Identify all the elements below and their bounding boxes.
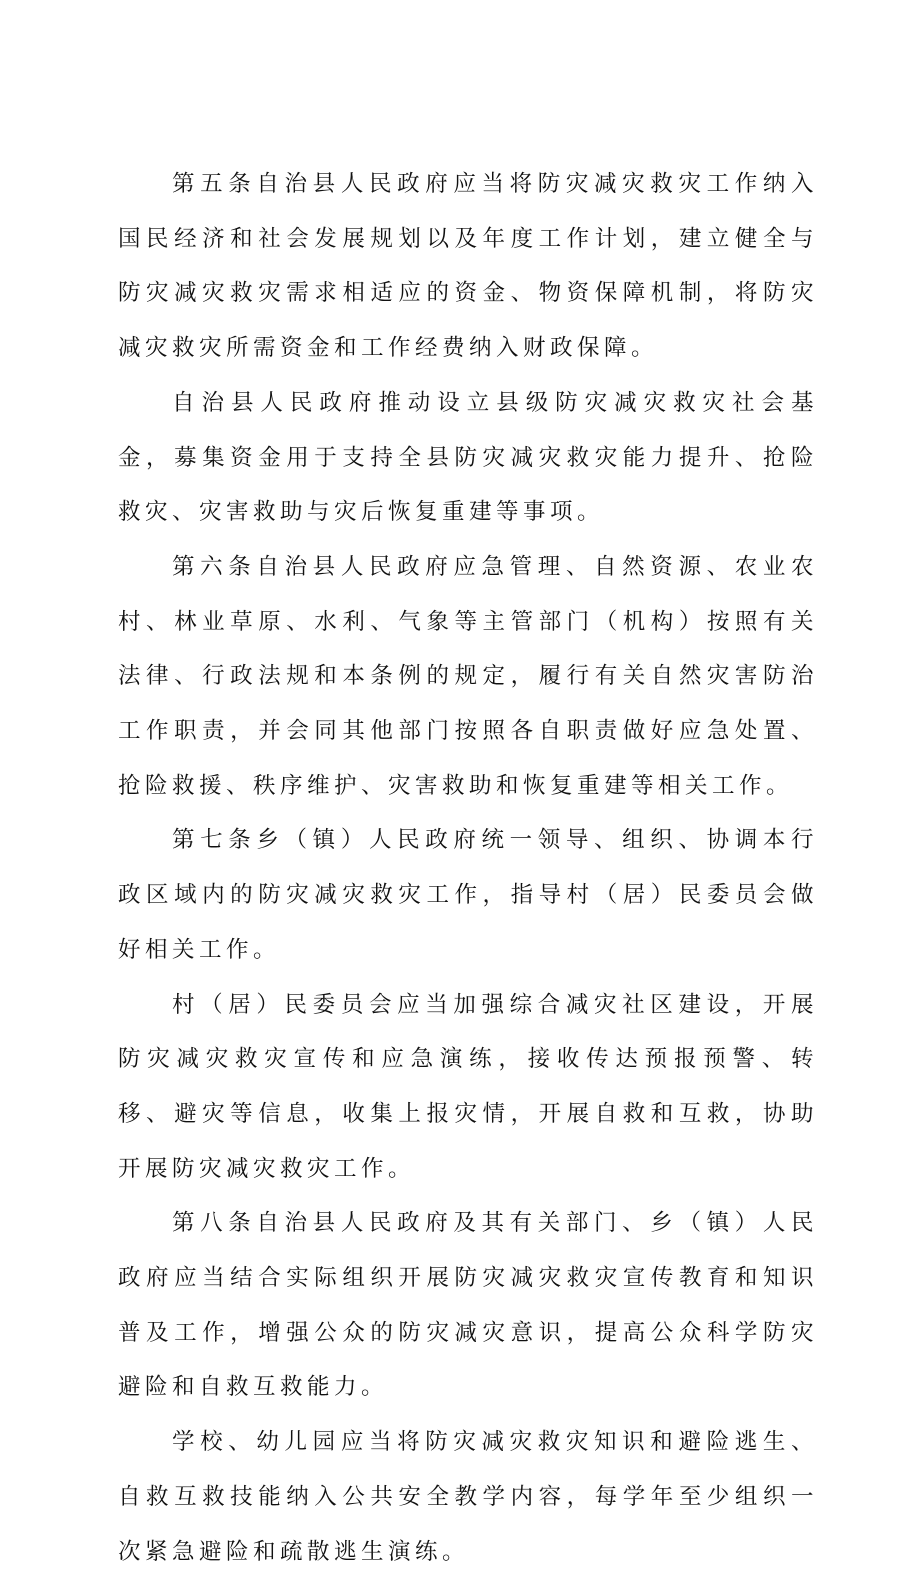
- paragraph-disaster-fund: 自治县人民政府推动设立县级防灾减灾救灾社会基金，募集资金用于支持全县防灾减灾救灾能力提升、抢险救灾、灾害救助与灾后恢复重建等事项。: [118, 389, 818, 526]
- paragraph-article-5: 第五条自治县人民政府应当将防灾减灾救灾工作纳入国民经济和社会发展规划以及年度工作计划，建立健全与防灾减灾救灾需求相适应的资金、物资保障机制，将防灾减灾救灾所需资金和工作经费纳入财政保障。: [118, 171, 818, 362]
- paragraph-village-committee: 村（居）民委员会应当加强综合减灾社区建设，开展防灾减灾救灾宣传和应急演练，接收传达预报预警、转移、避灾等信息，收集上报灾情，开展自救和互救，协助开展防灾减灾救灾工作。: [118, 991, 818, 1182]
- paragraph-article-7: 第七条乡（镇）人民政府统一领导、组织、协调本行政区域内的防灾减灾救灾工作，指导村（居）民委员会做好相关工作。: [118, 827, 818, 963]
- paragraph-article-8: 第八条自治县人民政府及其有关部门、乡（镇）人民政府应当结合实际组织开展防灾减灾救灾宣传教育和知识普及工作，增强公众的防灾减灾意识，提高公众科学防灾避险和自救互救能力。: [118, 1210, 818, 1401]
- paragraph-schools: 学校、幼儿园应当将防灾减灾救灾知识和避险逃生、自救互救技能纳入公共安全教学内容，每学年至少组织一次紧急避险和疏散逃生演练。: [118, 1429, 818, 1565]
- paragraph-article-6: 第六条自治县人民政府应急管理、自然资源、农业农村、林业草原、水利、气象等主管部门（机构）按照有关法律、行政法规和本条例的规定，履行有关自然灾害防治工作职责，并会同其他部门按照各自职责做好应急处置、抢险救援、秩序维护、灾害救助和恢复重建等相关工作。: [118, 553, 818, 799]
- body-text: [118, 157, 818, 1579]
